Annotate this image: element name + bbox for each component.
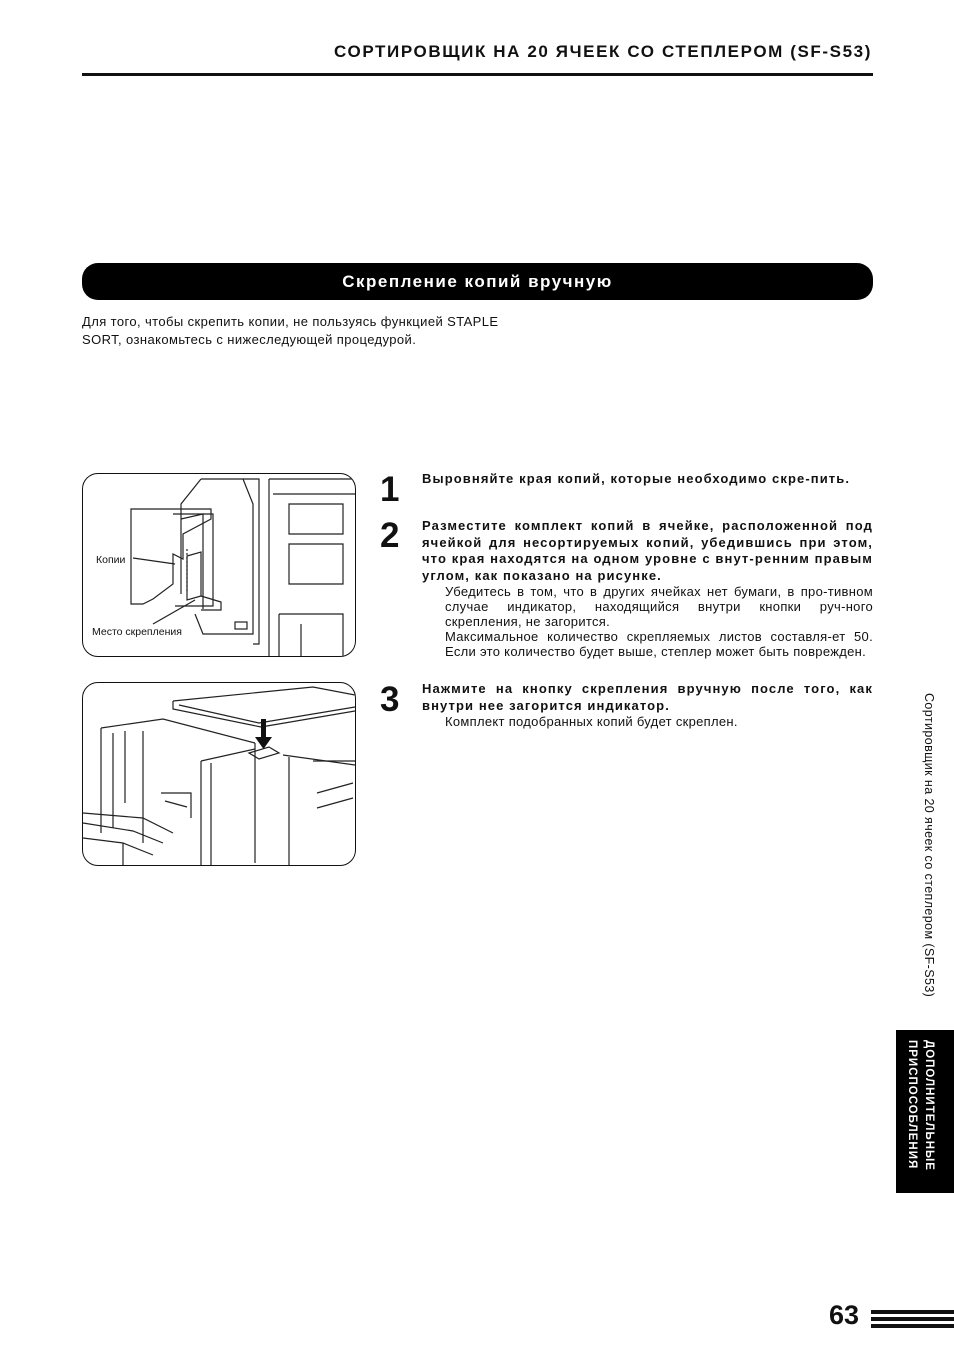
step-instruction: Выровняйте края копий, которые необходимо скре-пить. bbox=[422, 471, 851, 486]
section-title: Скрепление копий вручную bbox=[82, 263, 873, 300]
step-note: Комплект подобранных копий будет скреплен. bbox=[445, 714, 738, 729]
side-chapter-text: Сортировщик на 20 ячеек со степлером (SF-S53) bbox=[922, 693, 936, 998]
chapter-tab-line: ДОПОЛНИТЕЛЬНЫЕ bbox=[923, 1040, 935, 1171]
page-number-rules bbox=[871, 1310, 954, 1331]
step-2 bbox=[422, 518, 873, 659]
step-1 bbox=[422, 471, 873, 488]
page-number: 63 bbox=[829, 1300, 860, 1330]
label-staple-position: Место скрепления bbox=[92, 626, 182, 638]
page-header-title: СОРТИРОВЩИК НА 20 ЯЧЕЕК СО СТЕПЛЕРОМ (SF-S53) bbox=[334, 42, 872, 61]
intro-paragraph bbox=[82, 313, 602, 349]
staple-button-illustration bbox=[82, 682, 356, 866]
step-note: Убедитесь в том, что в других ячейках нет бумаги, в про-тивном случае индикатор, находящийся внутри кнопки руч-ного скрепления, не загорится. bbox=[445, 584, 873, 629]
step-number: 1 bbox=[380, 470, 400, 509]
staple-button-drawing bbox=[83, 683, 355, 865]
step-note: Максимальное количество скрепляемых листов составля-ет 50. Если это количество будет выше, степлер может быть поврежден. bbox=[445, 629, 873, 659]
sorter-bins-illustration bbox=[82, 473, 356, 657]
chapter-tab-line: ПРИСПОСОБЛЕНИЯ bbox=[906, 1040, 918, 1170]
arrow-down-icon bbox=[255, 719, 272, 749]
intro-line: SORT, ознакомьтесь с нижеследующей процедурой. bbox=[82, 332, 417, 347]
step-number: 2 bbox=[380, 516, 400, 555]
chapter-tab bbox=[896, 1030, 954, 1193]
header-rule bbox=[82, 73, 873, 76]
step-instruction: Нажмите на кнопку скрепления вручную после того, как внутри нее загорится индикатор. bbox=[422, 681, 873, 713]
step-3 bbox=[422, 681, 873, 729]
intro-line: Для того, чтобы скрепить копии, не пользуясь функцией STAPLE bbox=[82, 314, 499, 329]
label-copies: Копии bbox=[96, 554, 126, 566]
step-instruction: Разместите комплект копий в ячейке, расположенной под ячейкой для несортируемых копий, убедившись при этом, что края находятся на одном уровне с внут-ренним правым углом, как показано на рисунке. bbox=[422, 518, 873, 583]
step-number: 3 bbox=[380, 680, 400, 719]
